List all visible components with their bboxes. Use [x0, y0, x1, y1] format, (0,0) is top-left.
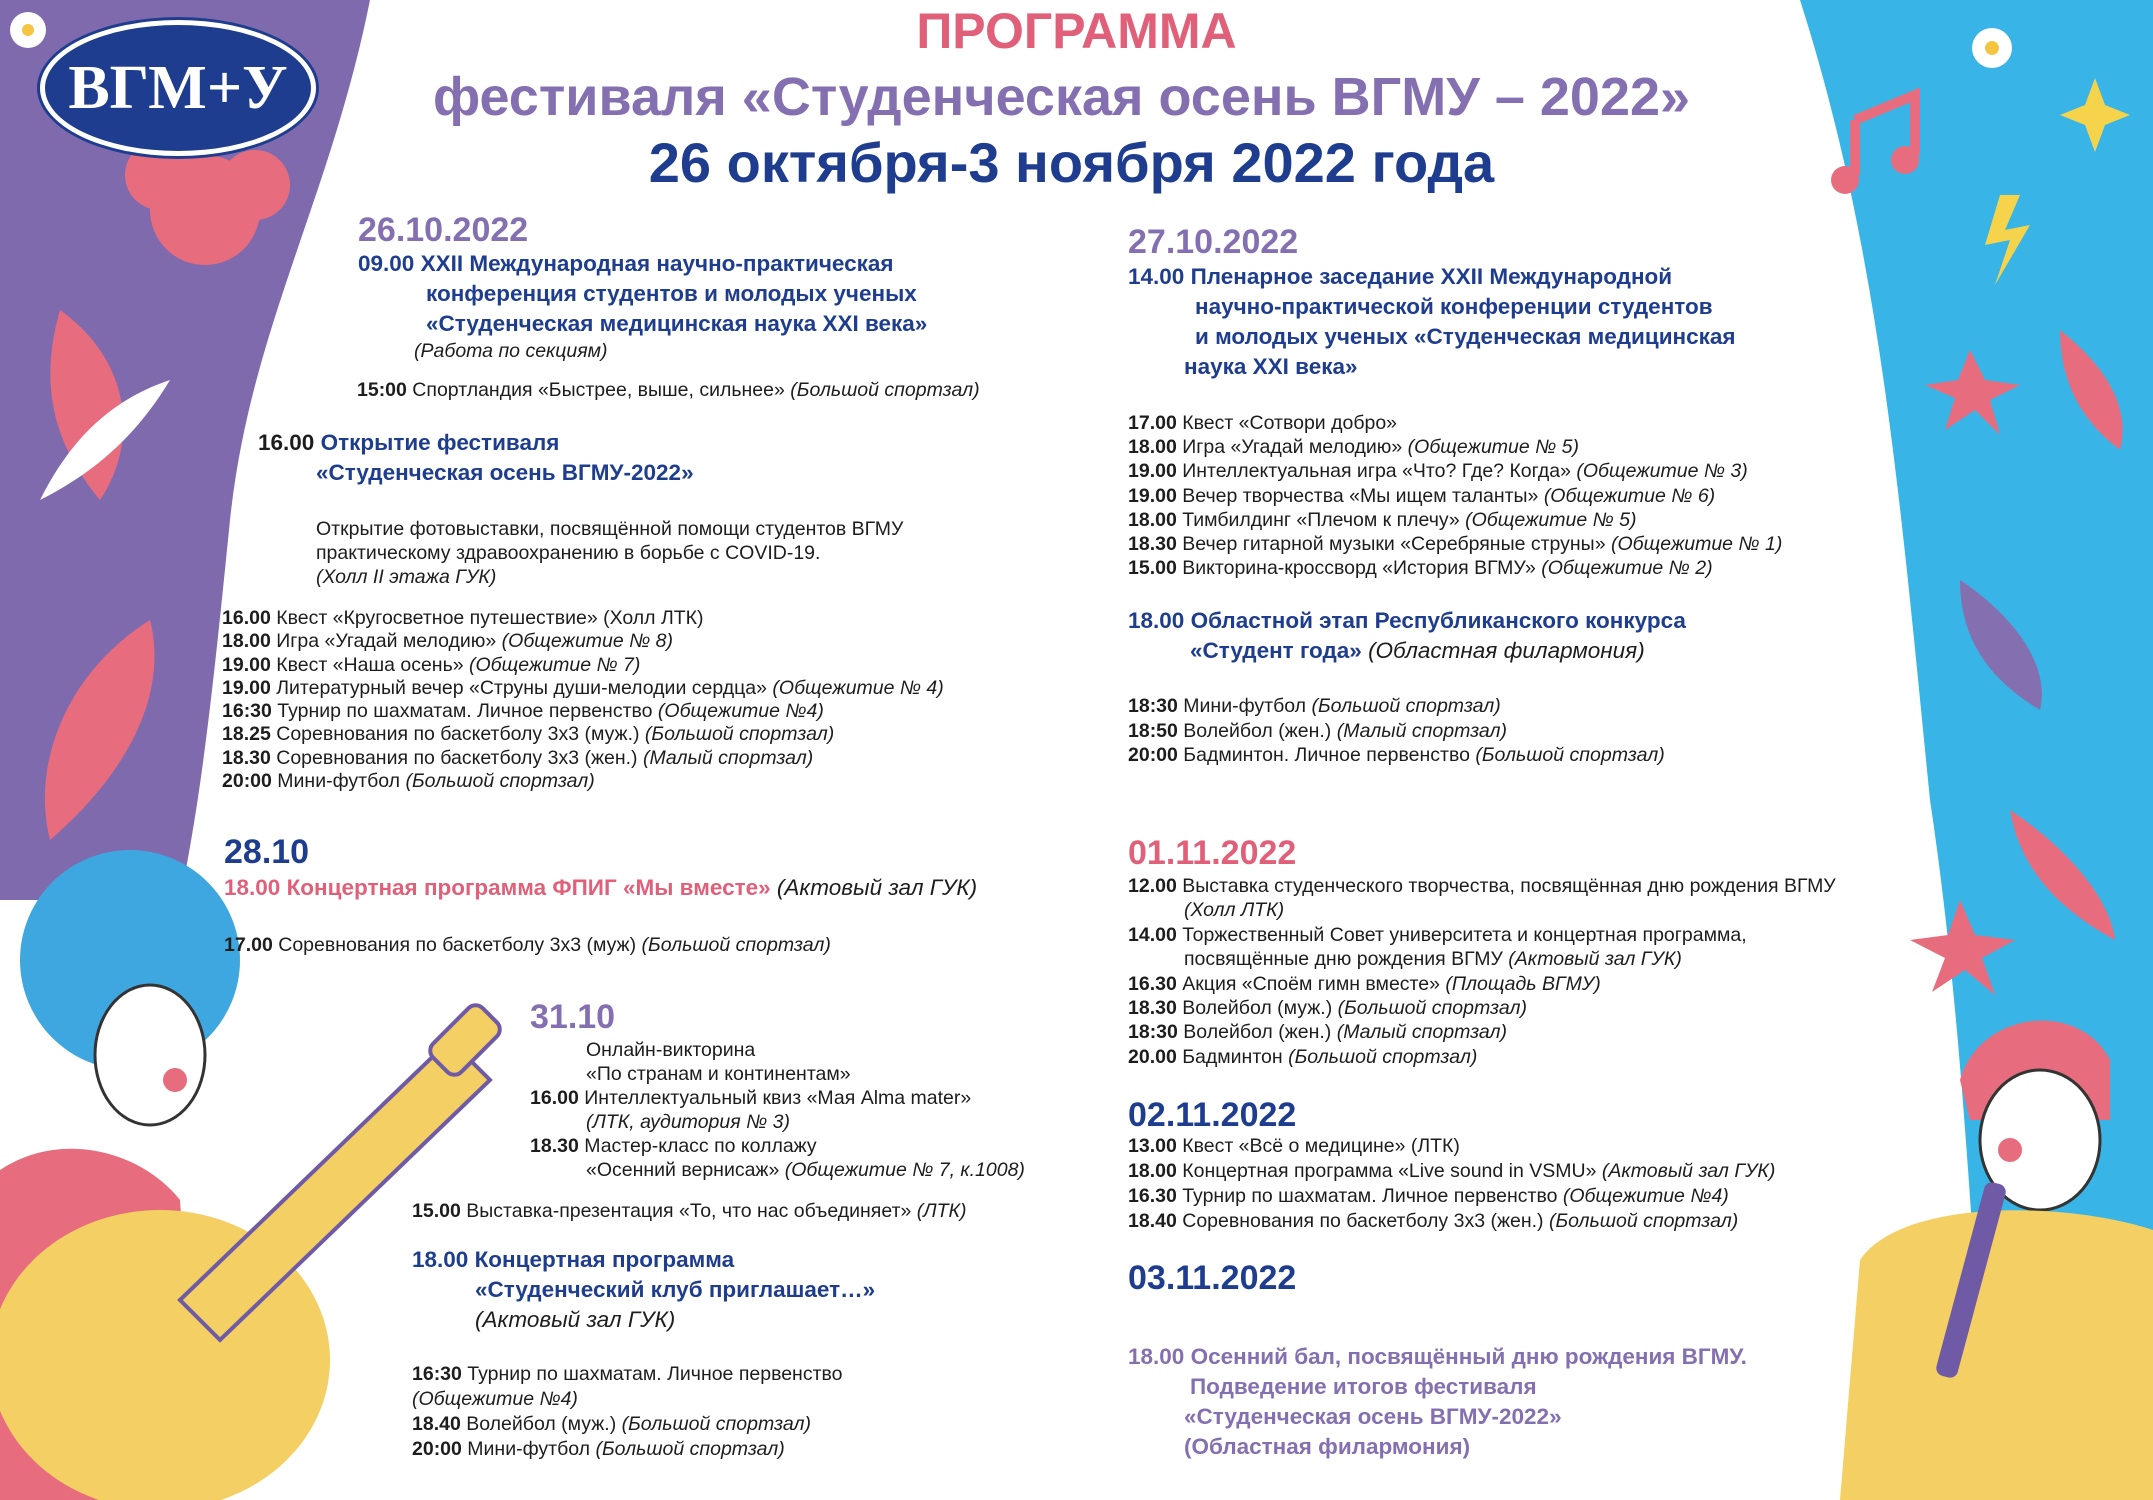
date-heading: 28.10: [224, 833, 310, 871]
date-heading: 31.10: [530, 998, 616, 1036]
event-line: 18.00 Концертная программа «Live sound in VSMU» (Актовый зал ГУК): [1128, 1160, 1776, 1182]
singer-jacket: [1840, 1210, 2153, 1500]
event-line: 19.00 Интеллектуальная игра «Что? Где? Когда» (Общежитие № 3): [1128, 460, 1748, 483]
concert-event: 18.00 Концертная программа ФПИГ «Мы вместе» (Актовый зал ГУК): [224, 875, 978, 900]
event-line: 16.00 Квест «Кругосветное путешествие» (Холл ЛТК): [222, 607, 704, 629]
event-line: 18.25 Соревнования по баскетболу 3х3 (муж.) (Большой спортзал): [222, 723, 835, 746]
event-list: [222, 607, 944, 793]
opening-event: 16.00 Открытие фестиваля «Студенческая осень ВГМУ-2022»: [258, 430, 694, 485]
event-line: 19.00 Квест «Наша осень» (Общежитие № 7): [222, 653, 641, 676]
event-line: 18.30 Вечер гитарной музыки «Серебряные струны» (Общежитие № 1): [1128, 533, 1783, 556]
event-line: 18.00 Игра «Угадай мелодию» (Общежитие № 5): [1128, 436, 1580, 459]
event-line: 17.00 Соревнования по баскетболу 3х3 (муж) (Большой спортзал): [224, 934, 831, 956]
date-heading: 27.10.2022: [1128, 223, 1299, 261]
event-line: 18:50 Волейбол (жен.) (Малый спортзал): [1128, 719, 1508, 742]
event-line: 18:30 Мини-футбол (Большой спортзал): [1128, 695, 1501, 717]
event-line: 17.00 Квест «Сотвори добро»: [1128, 412, 1398, 434]
event-line: 14.00 Торжественный Совет университета и концертная программа,: [1128, 923, 1747, 946]
logo-text: ВГМ+У: [68, 53, 288, 122]
photo-exhibition: Открытие фотовыставки, посвящённой помощи студентов ВГМУ практическому здравоохранению в борьбе с COVID-19. (Холл II этажа ГУК): [316, 518, 904, 588]
date-heading: 01.11.2022: [1128, 834, 1297, 872]
event-line: 18.40 Волейбол (муж.) (Большой спортзал): [412, 1413, 811, 1435]
event-line: 15.00 Выставка-презентация «То, что нас объединяет» (ЛТК): [412, 1200, 967, 1222]
event-line: 16:30 Турнир по шахматам. Личное первенство: [412, 1363, 843, 1385]
event-line: 16.30 Акция «Споём гимн вместе» (Площадь ВГМУ): [1128, 972, 1601, 995]
event-line: 18.40 Соревнования по баскетболу 3х3 (жен.) (Большой спортзал): [1128, 1210, 1739, 1232]
face: [95, 985, 205, 1125]
event-line: 19.00 Вечер творчества «Мы ищем таланты» (Общежитие № 6): [1128, 484, 1716, 507]
event-line: 18.00 Игра «Угадай мелодию» (Общежитие № 8): [222, 630, 674, 653]
event-line: 16.30 Турнир по шахматам. Личное первенство (Общежитие №4): [1128, 1185, 1729, 1207]
event-line: 20:00 Бадминтон. Личное первенство (Большой спортзал): [1128, 744, 1665, 766]
conference-note: (Работа по секциям): [414, 340, 608, 362]
event-line: 20.00 Бадминтон (Большой спортзал): [1128, 1045, 1478, 1068]
conference-event: 09.00 XXII Международная научно-практическая конференция студентов и молодых ученых «Студенческая медицинская наука XXI века»: [358, 251, 928, 336]
event-line: 18.00 Тимбилдинг «Плечом к плечу» (Общежитие № 5): [1128, 508, 1637, 531]
page-subtitle: фестиваля «Студенческая осень ВГМУ – 2022»: [432, 67, 1691, 127]
event-line: 15.00 Викторина-кроссворд «История ВГМУ» (Общежитие № 2): [1128, 557, 1713, 580]
date-heading: 03.11.2022: [1128, 1259, 1297, 1297]
event-line: 20:00 Мини-футбол (Большой спортзал): [222, 770, 595, 793]
event-list: [1128, 411, 1782, 580]
event-line: 18:30 Волейбол (жен.) (Малый спортзал): [1128, 1021, 1508, 1044]
contest-event: 18.00 Областной этап Республиканского конкурса «Студент года» (Областная филармония): [1128, 608, 1686, 663]
event-line: 18.30 Мастер-класс по коллажу: [530, 1135, 817, 1157]
event-line: 18.30 Соревнования по баскетболу 3х3 (жен.) (Малый спортзал): [222, 746, 814, 769]
festival-dates: 26 октября-3 ноября 2022 года: [648, 131, 1495, 194]
event-line: 13.00 Квест «Всё о медицине» (ЛТК): [1128, 1135, 1460, 1157]
event-line: 19.00 Литературный вечер «Струны души-мелодии сердца» (Общежитие № 4): [222, 676, 944, 699]
event-line: 16:30 Турнир по шахматам. Личное первенство (Общежитие №4): [222, 700, 824, 723]
plenary-event: 14.00 Пленарное заседание XXII Международной научно-практической конференции студентов и молодых ученых «Студенческая медицинская наука XXI века»: [1128, 264, 1736, 379]
ball-event: 18.00 Осенний бал, посвящённый дню рождения ВГМУ. Подведение итогов фестиваля «Студенческая осень ВГМУ-2022» (Областная филармония): [1128, 1344, 1747, 1459]
event-line: 12.00 Выставка студенческого творчества, посвящённая дню рождения ВГМУ: [1128, 875, 1836, 897]
date-heading: 02.11.2022: [1128, 1096, 1297, 1134]
event-line: 15:00 Спортландия «Быстрее, выше, сильнее» (Большой спортзал): [357, 379, 980, 401]
event-line: 16.00 Интеллектуальный квиз «Мая Alma mater»: [530, 1087, 972, 1109]
event-list: 12.00 Выставка студенческого творчества, посвящённая дню рождения ВГМУ (Холл ЛТК) 14.00 Торжественный Совет университета и концертная программа, посвящённые дню рождения ВГМУ (Актовый зал ГУК) 16.30 Акция «Споём гимн вместе» (Площадь ВГМУ) 18.30 Волейбол (муж.) (Большой спортзал) 18:30 Волейбол (жен.) (Малый спортзал) 20.00 Бадминтон (Большой спортзал): [1128, 875, 1836, 1068]
event-line: 20:00 Мини-футбол (Большой спортзал): [412, 1438, 785, 1460]
concert-event: 18.00 Концертная программа «Студенческий клуб приглашает…» (Актовый зал ГУК): [412, 1247, 876, 1332]
page-title: ПРОГРАММА: [916, 3, 1237, 59]
event-list: [1128, 1134, 1775, 1234]
event-line: 18.30 Волейбол (муж.) (Большой спортзал): [1128, 997, 1527, 1020]
date-heading: 26.10.2022: [358, 211, 529, 249]
